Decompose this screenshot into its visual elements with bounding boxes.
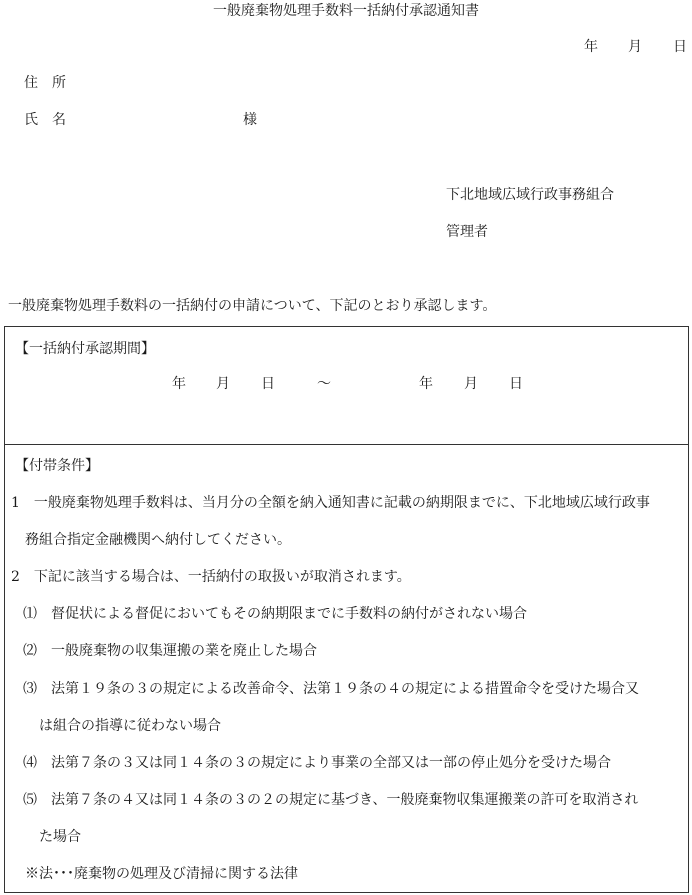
date-year-label: 年: [584, 39, 598, 55]
condition-2: 2 下記に該当する場合は、一括納付の取扱いが取消されます。: [11, 569, 411, 585]
honorific-label: 様: [243, 112, 257, 128]
name-label: 氏 名: [24, 112, 66, 128]
sub-condition-3-line-1: ⑶ 法第１９条の３の規定による改善命令、法第１９条の４の規定による措置命令を受けた場合又: [23, 681, 639, 697]
condition-1-line-1: 1 一般廃棄物処理手数料は、当月分の全額を納入通知書に記載の納期限までに、下北地域広域行政事: [11, 495, 650, 511]
sub-condition-5-line-1: ⑸ 法第７条の４又は同１４条の３の２の規定に基づき、一般廃棄物収集運搬業の許可を取消され: [23, 792, 639, 808]
condition-1-line-2: 務組合指定金融機関へ納付してください。: [25, 532, 291, 548]
period-end-day: 日: [509, 376, 523, 392]
period-start-day: 日: [261, 376, 275, 392]
sub-condition-3-line-2: は組合の指導に従わない場合: [39, 718, 221, 734]
sender-organization: 下北地域広域行政事務組合: [446, 187, 614, 203]
period-heading: 【一括納付承認期間】: [15, 341, 155, 357]
intro-text: 一般廃棄物処理手数料の一括納付の申請について、下記のとおり承認します。: [8, 298, 497, 314]
section-divider: [5, 444, 688, 445]
document-title: 一般廃棄物処理手数料一括納付承認通知書: [213, 3, 479, 19]
date-month-label: 月: [628, 39, 642, 55]
date-day-label: 日: [673, 39, 687, 55]
period-tilde: ～: [317, 376, 331, 392]
approval-box: [4, 326, 689, 893]
period-end-month: 月: [464, 376, 478, 392]
conditions-heading: 【付帯条件】: [15, 458, 99, 474]
law-note: ※法･･･廃棄物の処理及び清掃に関する法律: [25, 866, 298, 882]
sub-condition-2: ⑵ 一般廃棄物の収集運搬の業を廃止した場合: [23, 643, 317, 659]
address-label: 住 所: [24, 75, 66, 91]
period-start-year: 年: [172, 376, 186, 392]
sub-condition-4: ⑷ 法第７条の３又は同１４条の３の規定により事業の全部又は一部の停止処分を受けた場合: [23, 755, 611, 771]
period-end-year: 年: [419, 376, 433, 392]
sub-condition-1: ⑴ 督促状による督促においてもその納期限までに手数料の納付がされない場合: [23, 606, 527, 622]
sub-condition-5-line-2: た場合: [39, 829, 81, 845]
period-start-month: 月: [216, 376, 230, 392]
sender-manager: 管理者: [446, 224, 488, 240]
